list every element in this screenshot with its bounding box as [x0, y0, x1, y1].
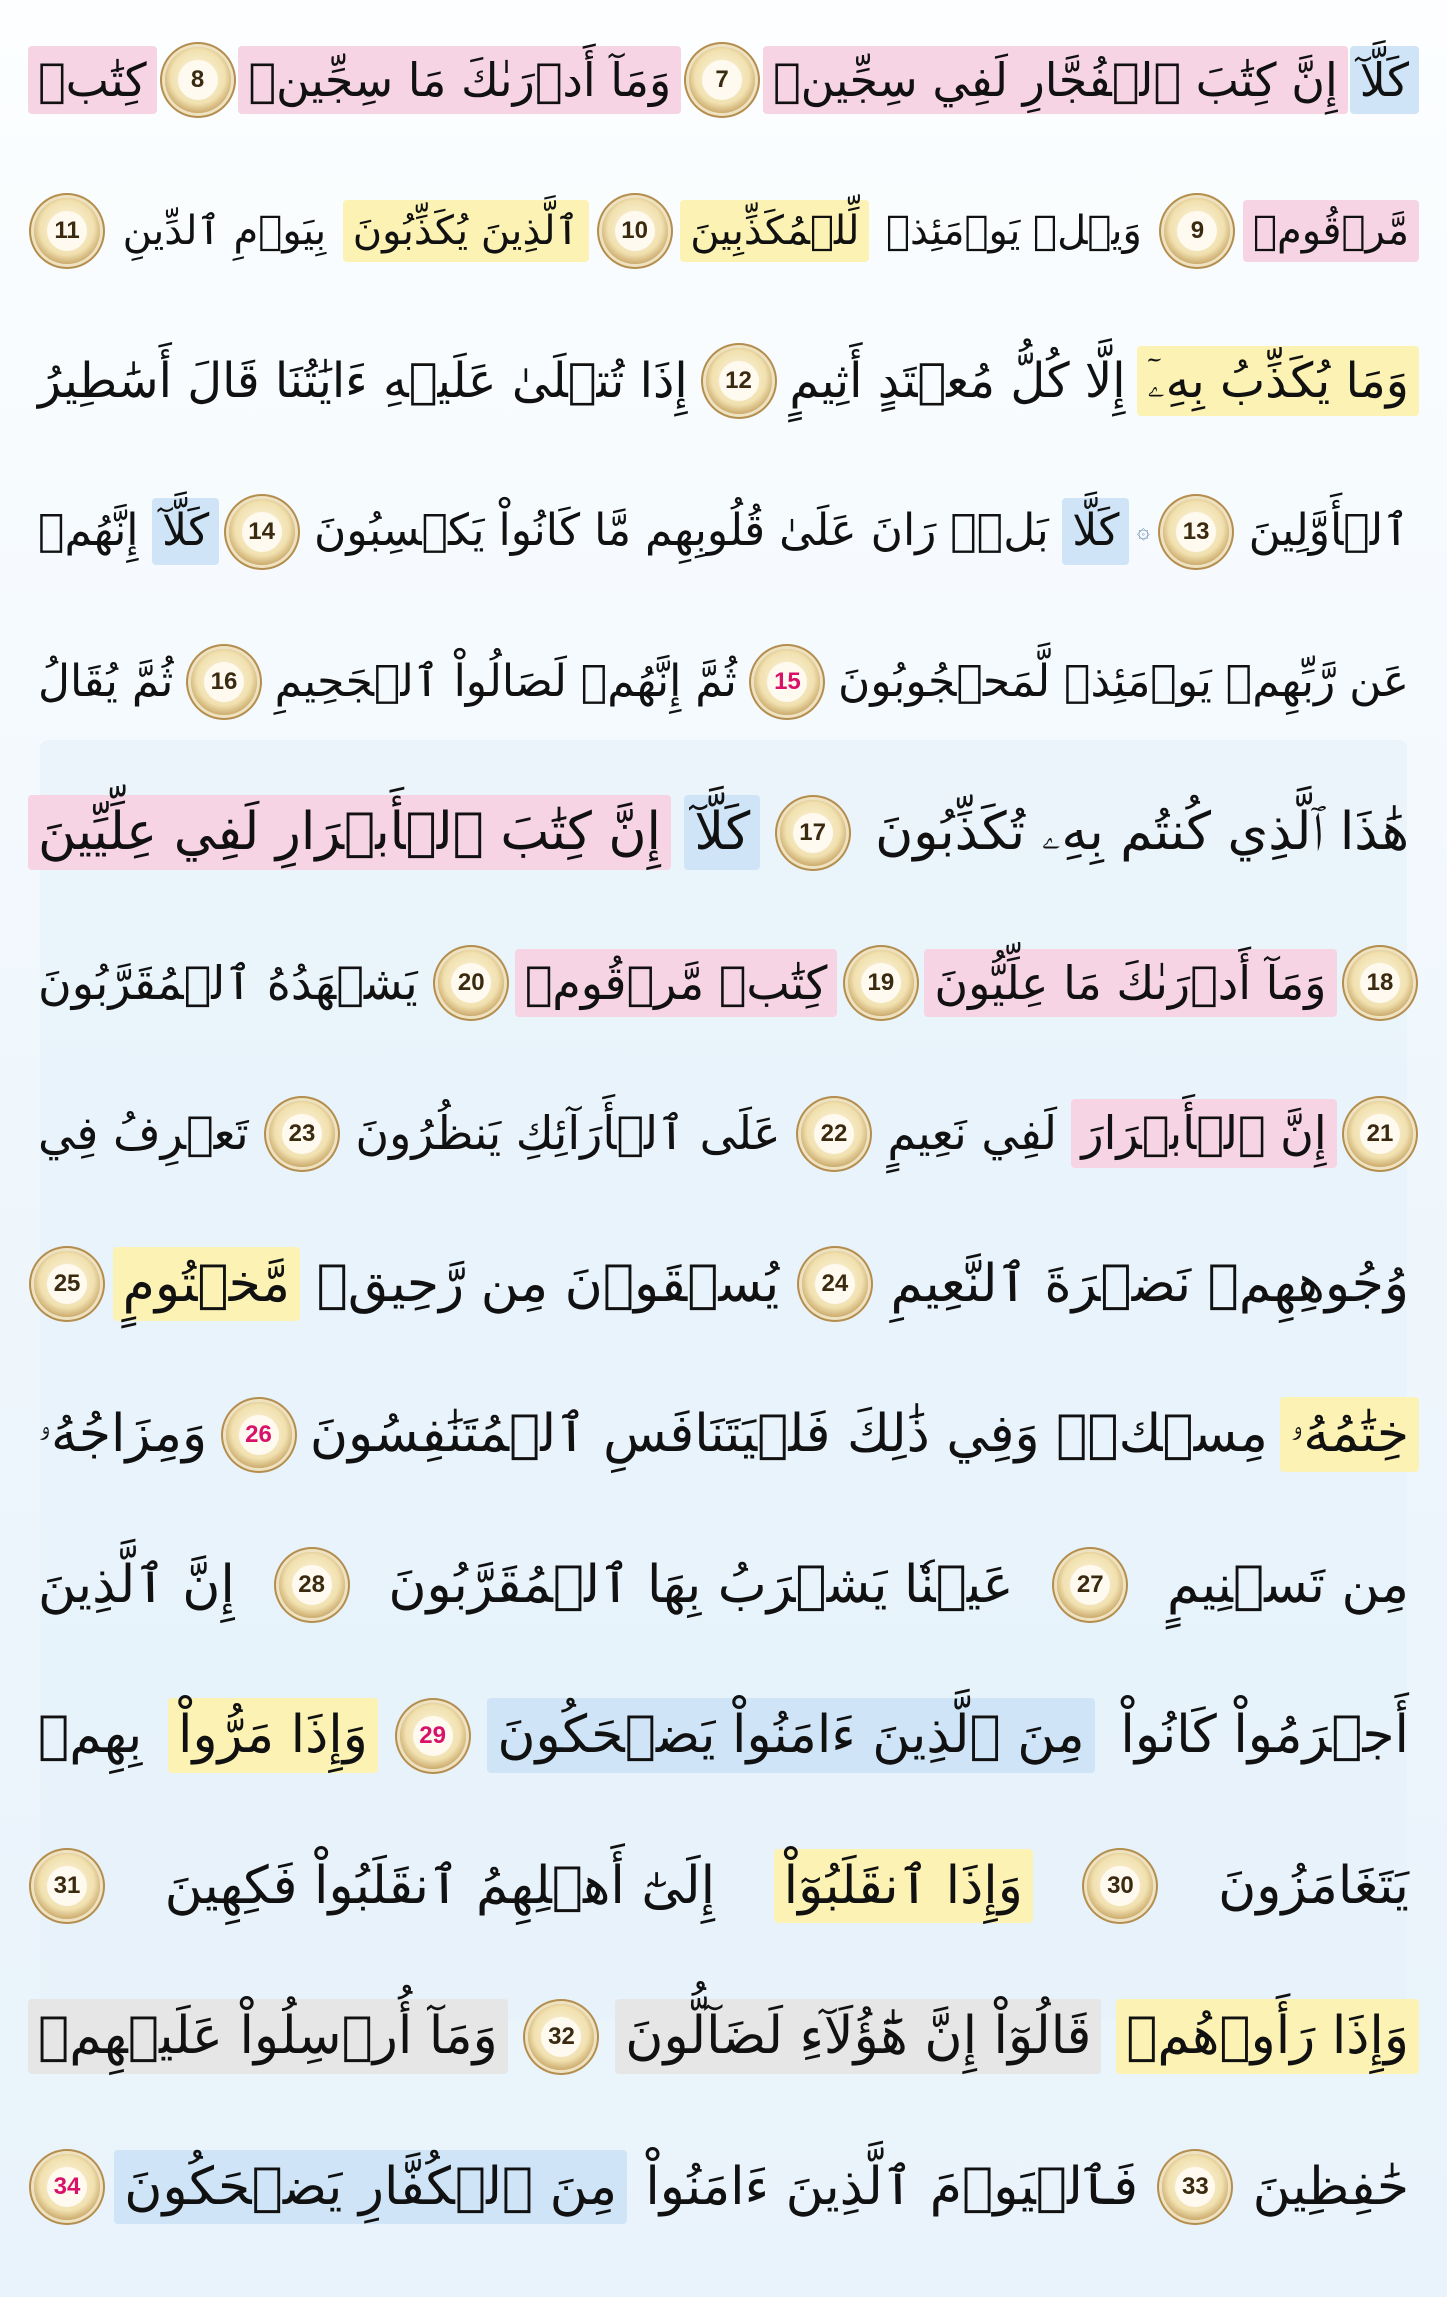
ayah-number: 11: [47, 211, 87, 251]
ayah-number: 24: [815, 1264, 855, 1304]
ayah-number: 8: [178, 60, 218, 100]
verse-text: حَٰفِظِينَ: [1252, 2156, 1409, 2217]
verse-text: بَلۡۜ رَانَ عَلَىٰ قُلُوبِهِم مَّا كَانُواْ يَكۡسِبُونَ: [314, 505, 1049, 557]
ayah-end-icon: [801, 1101, 867, 1167]
ayah-end-icon: [706, 348, 772, 414]
verse-line: [28, 1224, 1419, 1344]
highlighted-verse-text: كَلَّا: [1062, 498, 1129, 564]
ayah-end-icon: [1163, 499, 1229, 565]
verse-text: تَعۡرِفُ فِي: [38, 1106, 249, 1161]
highlighted-verse-text: مِنَ ٱلَّذِينَ ءَامَنُواْ يَضۡحَكُونَ: [487, 1698, 1094, 1773]
ayah-end-icon: [269, 1101, 335, 1167]
verse-line: [28, 923, 1419, 1043]
verse-text: ٱلۡأَوَّلِينَ: [1248, 505, 1409, 557]
ayah-end-icon: [279, 1552, 345, 1618]
verse-text: ثُمَّ يُقَالُ: [38, 655, 174, 707]
verse-text: عَلَى ٱلۡأَرَآئِكِ يَنظُرُونَ: [355, 1106, 781, 1161]
ayah-number: 23: [282, 1114, 322, 1154]
verse-line: [28, 1525, 1419, 1645]
ayah-end-icon: [34, 198, 100, 264]
verse-line: [28, 20, 1419, 140]
ayah-end-icon: [528, 2004, 594, 2070]
ayah-number: 14: [242, 512, 282, 552]
ayah-number: 15: [767, 662, 807, 702]
verse-text: بِيَوۡمِ ٱلدِّينِ: [122, 207, 327, 254]
verse-text: ثُمَّ إِنَّهُمۡ لَصَالُواْ ٱلۡجَحِيمِ: [274, 655, 737, 707]
verse-text: وُجُوهِهِمۡ نَضۡرَةَ ٱلنَّعِيمِ: [890, 1253, 1409, 1314]
ayah-end-icon: [1347, 950, 1413, 1016]
verse-line: [28, 321, 1419, 441]
highlighted-verse-text: كَلَّآ: [684, 795, 760, 870]
verse-text: بِهِمۡ: [38, 1705, 143, 1766]
ayah-end-icon: [438, 950, 504, 1016]
ayah-end-icon: [754, 649, 820, 715]
highlighted-verse-text: لِّلۡمُكَذِّبِينَ: [680, 200, 869, 262]
ayah-number: 26: [239, 1415, 279, 1455]
rub-el-hizb-icon: ۞: [1136, 519, 1150, 544]
highlighted-verse-text: وَمَآ أَدۡرَىٰكَ مَا عِلِّيُّونَ: [924, 949, 1336, 1017]
verse-line: [28, 773, 1419, 893]
ayah-number: 7: [702, 60, 742, 100]
ayah-end-icon: [165, 47, 231, 113]
verse-text: وَيۡلٞ يَوۡمَئِذٖ: [886, 207, 1142, 254]
verse-line: [28, 1375, 1419, 1495]
verse-text: عَن رَّبِّهِمۡ يَوۡمَئِذٖ لَّمَحۡجُوبُونَ: [838, 655, 1409, 707]
highlighted-verse-text: إِنَّ كِتَٰبَ ٱلۡفُجَّارِ لَفِي سِجِّينٖ: [763, 46, 1348, 114]
ayah-number: 22: [814, 1114, 854, 1154]
ayah-number: 25: [47, 1264, 87, 1304]
ayah-number: 9: [1177, 211, 1217, 251]
verse-text: إِلَىٰٓ أَهۡلِهِمُ ٱنقَلَبُواْ فَكِهِينَ: [164, 1855, 716, 1916]
ayah-end-icon: [1162, 2154, 1228, 2220]
verse-text: يَشۡهَدُهُ ٱلۡمُقَرَّبُونَ: [38, 955, 418, 1010]
ayah-number: 21: [1360, 1114, 1400, 1154]
verse-text: مِسۡكٞۚ وَفِي ذَٰلِكَ فَلۡيَتَنَافَسِ ٱلۡمُتَنَٰفِسُونَ: [309, 1404, 1268, 1465]
highlighted-verse-text: مَّخۡتُومٍ: [113, 1247, 300, 1322]
verse-text: إِلَّا كُلُّ مُعۡتَدٍ أَثِيمٍ: [789, 352, 1126, 409]
ayah-number: 10: [615, 211, 655, 251]
ayah-number: 16: [204, 662, 244, 702]
highlighted-verse-text: كِتَٰبٞ: [28, 46, 157, 114]
ayah-end-icon: [1087, 1853, 1153, 1919]
ayah-number: 30: [1100, 1866, 1140, 1906]
ayah-end-icon: [34, 1853, 100, 1919]
verse-line: [28, 1977, 1419, 2097]
ayah-number: 31: [47, 1866, 87, 1906]
verse-text: إِنَّ ٱلَّذِينَ: [38, 1554, 235, 1615]
ayah-number: 34: [47, 2167, 87, 2207]
highlighted-verse-text: وَمَآ أُرۡسِلُواْ عَلَيۡهِمۡ: [28, 1999, 508, 2074]
verse-line: [28, 1676, 1419, 1796]
highlighted-verse-text: وَإِذَا رَأَوۡهُمۡ: [1116, 1999, 1419, 2074]
ayah-number: 18: [1360, 963, 1400, 1003]
ayah-end-icon: [1164, 198, 1230, 264]
ayah-end-icon: [848, 950, 914, 1016]
ayah-end-icon: [1347, 1101, 1413, 1167]
highlighted-verse-text: كَلَّآ: [1350, 46, 1419, 114]
ayah-end-icon: [400, 1703, 466, 1769]
ayah-end-icon: [780, 800, 846, 866]
ayah-end-icon: [226, 1402, 292, 1468]
verse-text: عَيۡنٗا يَشۡرَبُ بِهَا ٱلۡمُقَرَّبُونَ: [388, 1554, 1014, 1615]
verse-text: إِنَّهُمۡ: [38, 505, 139, 557]
verse-text: إِذَا تُتۡلَىٰ عَلَيۡهِ ءَايَٰتُنَا قَالَ أَسَٰطِيرُ: [38, 352, 688, 409]
verse-line: [28, 472, 1419, 592]
ayah-end-icon: [802, 1251, 868, 1317]
highlighted-verse-text: مَّرۡقُومٞ: [1243, 200, 1419, 262]
verse-text: هَٰذَا ٱلَّذِي كُنتُم بِهِۦ تُكَذِّبُونَ: [875, 802, 1409, 863]
verse-text: فَٱلۡيَوۡمَ ٱلَّذِينَ ءَامَنُواْ: [645, 2156, 1139, 2217]
ayah-number: 12: [719, 361, 759, 401]
highlighted-verse-text: مِنَ ٱلۡكُفَّارِ يَضۡحَكُونَ: [114, 2150, 627, 2225]
ayah-number: 27: [1070, 1565, 1110, 1605]
verse-text: وَمِزَاجُهُۥ: [38, 1404, 208, 1465]
ayah-number: 28: [292, 1565, 332, 1605]
ayah-end-icon: [34, 1251, 100, 1317]
ayah-number: 19: [861, 963, 901, 1003]
ayah-end-icon: [602, 198, 668, 264]
verse-text: يَتَغَامَزُونَ: [1218, 1855, 1409, 1916]
highlighted-verse-text: وَمَآ أَدۡرَىٰكَ مَا سِجِّينٞ: [238, 46, 681, 114]
verse-line: [28, 1826, 1419, 1946]
ayah-end-icon: [34, 2154, 100, 2220]
ayah-number: 29: [413, 1716, 453, 1756]
verse-text: يُسۡقَوۡنَ مِن رَّحِيقٖ: [316, 1253, 780, 1314]
highlighted-verse-text: إِنَّ كِتَٰبَ ٱلۡأَبۡرَارِ لَفِي عِلِّيِّينَ: [28, 795, 671, 870]
highlighted-verse-text: كِتَٰبٞ مَّرۡقُومٞ: [515, 949, 838, 1017]
highlighted-verse-text: وَمَا يُكَذِّبُ بِهِۦٓ: [1137, 346, 1419, 416]
highlighted-verse-text: ٱلَّذِينَ يُكَذِّبُونَ: [343, 200, 589, 262]
ayah-end-icon: [689, 47, 755, 113]
highlighted-verse-text: خِتَٰمُهُۥ: [1280, 1397, 1419, 1472]
ayah-end-icon: [191, 649, 257, 715]
highlighted-verse-text: كَلَّآ: [152, 498, 219, 564]
verse-line: [28, 622, 1419, 742]
verse-line: [28, 171, 1419, 291]
highlighted-verse-text: قَالُوٓاْ إِنَّ هَٰٓؤُلَآءِ لَضَآلُّونَ: [615, 1999, 1101, 2074]
ayah-number: 33: [1175, 2167, 1215, 2207]
verse-line: [28, 2127, 1419, 2247]
verse-line: [28, 1074, 1419, 1194]
ayah-number: 20: [451, 963, 491, 1003]
highlighted-verse-text: وَإِذَا ٱنقَلَبُوٓاْ: [774, 1849, 1033, 1924]
ayah-number: 13: [1176, 512, 1216, 552]
verse-text: لَفِي نَعِيمٍ: [887, 1106, 1058, 1161]
verse-text: مِن تَسۡنِيمٍ: [1166, 1554, 1409, 1615]
highlighted-verse-text: وَإِذَا مَرُّواْ: [168, 1698, 378, 1773]
ayah-number: 32: [541, 2017, 581, 2057]
ayah-end-icon: [1057, 1552, 1123, 1618]
highlighted-verse-text: إِنَّ ٱلۡأَبۡرَارَ: [1071, 1099, 1336, 1167]
ayah-end-icon: [229, 499, 295, 565]
verse-text: أَجۡرَمُواْ كَانُواْ: [1120, 1705, 1409, 1766]
ayah-number: 17: [793, 813, 833, 853]
